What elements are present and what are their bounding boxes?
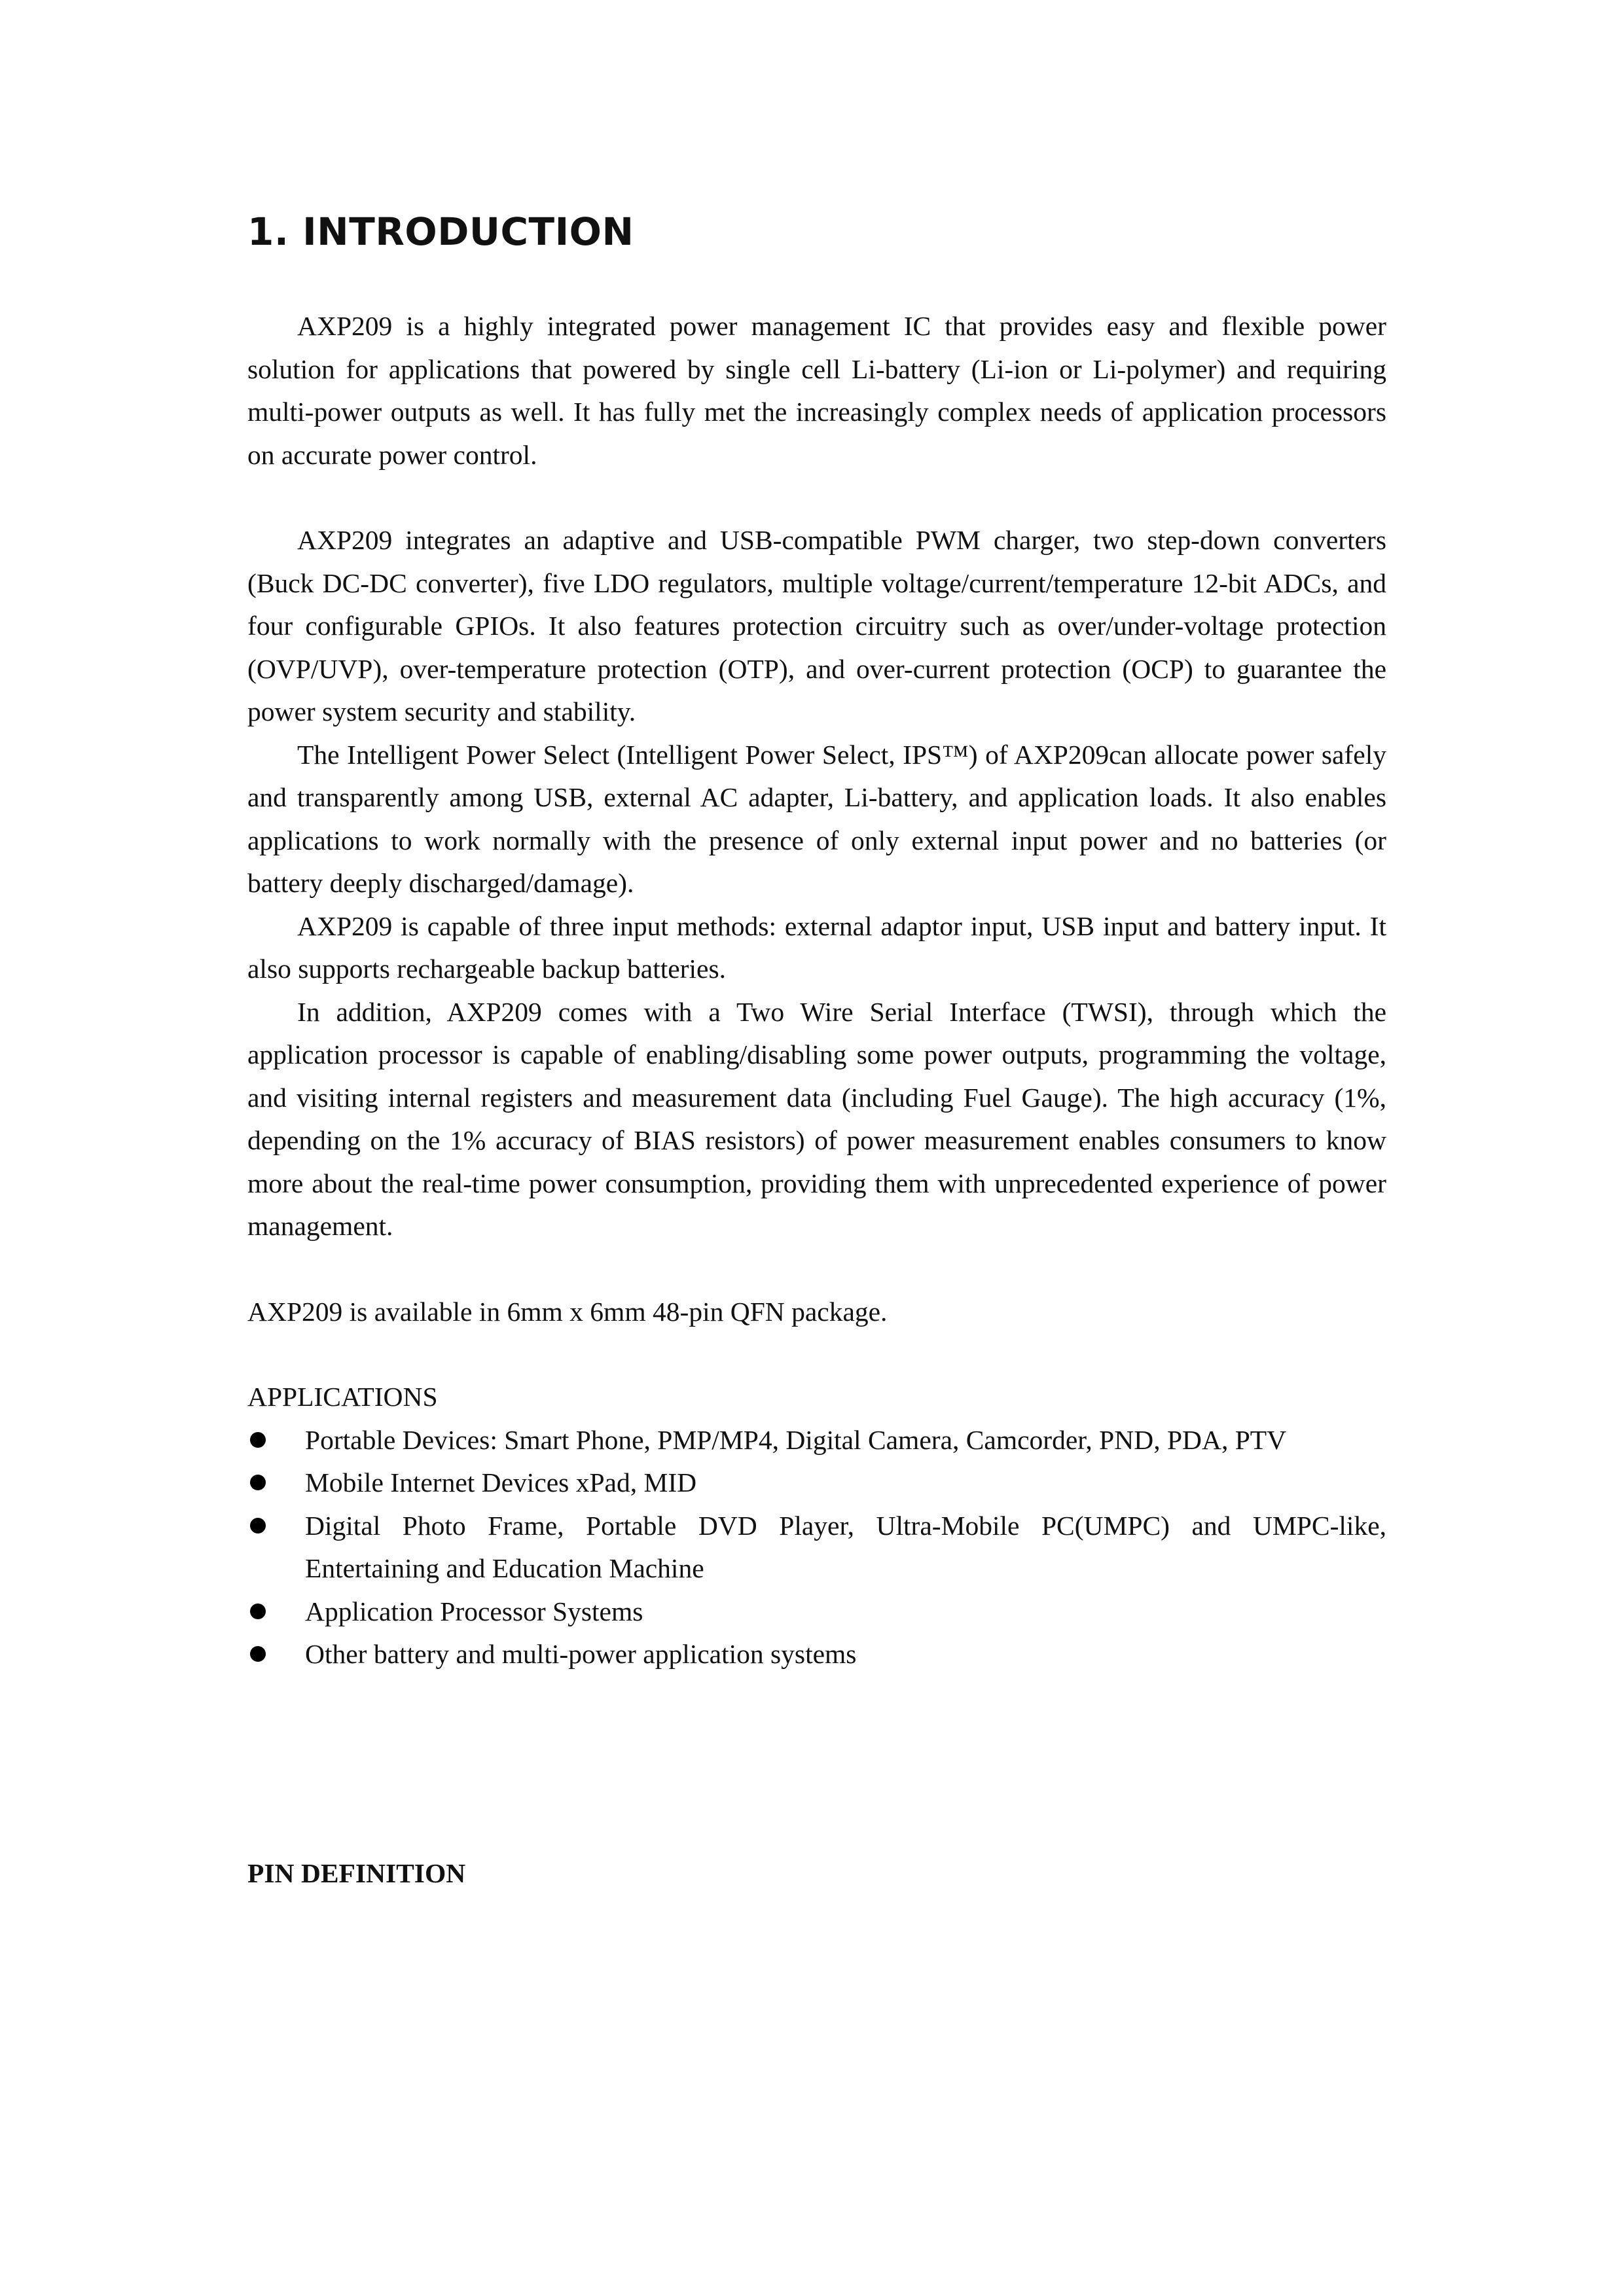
- pin-definition-title: PIN DEFINITION: [247, 1858, 466, 1888]
- document-page: [247, 209, 1386, 1676]
- list-item: [247, 1505, 1386, 1590]
- paragraph-spacer: [247, 476, 1386, 519]
- intro-paragraph-5: In addition, AXP209 comes with a Two Wire Serial Interface (TWSI), through which the application processor is capable of enabling/disabling some power outputs, programming the voltage, and visiting internal registers and measurement data (including Fuel Gauge). The high accuracy (1%, depending on the 1% accuracy of BIAS resistors) of power measurement enables consumers to know more about the real-time power consumption, providing them with unprecedented experience of power management.: [247, 996, 1386, 1241]
- list-item: [247, 1590, 1386, 1634]
- bullet-icon: [250, 1604, 266, 1619]
- list-item: [247, 1633, 1386, 1676]
- list-item-text: Other battery and multi-power application systems: [305, 1639, 857, 1669]
- intro-paragraph-2: AXP209 integrates an adaptive and USB-compatible PWM charger, two step-down converters (Buck DC-DC converter), five LDO regulators, multiple voltage/current/temperature 12-bit ADCs, and four configurable GPIOs. It also features protection circuitry such as over/under-voltage protection (OVP/UVP), over-temperature protection (OTP), and over-current protection (OCP) to guarantee the power system security and stability.: [247, 525, 1386, 726]
- applications-title: APPLICATIONS: [247, 1382, 438, 1412]
- intro-paragraph-1: AXP209 is a highly integrated power management IC that provides easy and flexible power solution for applications that powered by single cell Li-battery (Li-ion or Li-polymer) and requiring multi-power outputs as well. It has fully met the increasingly complex needs of application processors on accurate power control.: [247, 311, 1386, 470]
- package-paragraph: AXP209 is available in 6mm x 6mm 48-pin QFN package.: [247, 1296, 888, 1327]
- bullet-icon: [250, 1646, 266, 1662]
- list-item-text: Portable Devices: Smart Phone, PMP/MP4, Digital Camera, Camcorder, PND, PDA, PTV: [305, 1424, 1287, 1455]
- list-item-text: Application Processor Systems: [305, 1596, 643, 1626]
- paragraph-spacer: [247, 1248, 1386, 1291]
- section-heading: 1. INTRODUCTION: [247, 209, 634, 254]
- list-item-text: Digital Photo Frame, Portable DVD Player, Ultra-Mobile PC(UMPC) and UMPC-like, Entertaining and Education Machine: [305, 1510, 1386, 1583]
- bullet-icon: [250, 1475, 266, 1490]
- bullet-icon: [250, 1432, 266, 1448]
- list-item-text: Mobile Internet Devices xPad, MID: [305, 1467, 697, 1498]
- intro-paragraph-4: AXP209 is capable of three input methods: external adaptor input, USB input and battery input. It also supports rechargeable backup batteries.: [247, 910, 1386, 984]
- bullet-icon: [250, 1518, 266, 1534]
- intro-paragraph-3: The Intelligent Power Select (Intelligent Power Select, IPS™) of AXP209can allocate power safely and transparently among USB, external AC adapter, Li-battery, and application loads. It also enables applications to work normally with the presence of only external input power and no batteries (or battery deeply discharged/damage).: [247, 739, 1386, 898]
- list-item: [247, 1419, 1386, 1462]
- applications-list: [247, 1419, 1386, 1676]
- paragraph-spacer: [247, 1333, 1386, 1376]
- list-item: [247, 1462, 1386, 1505]
